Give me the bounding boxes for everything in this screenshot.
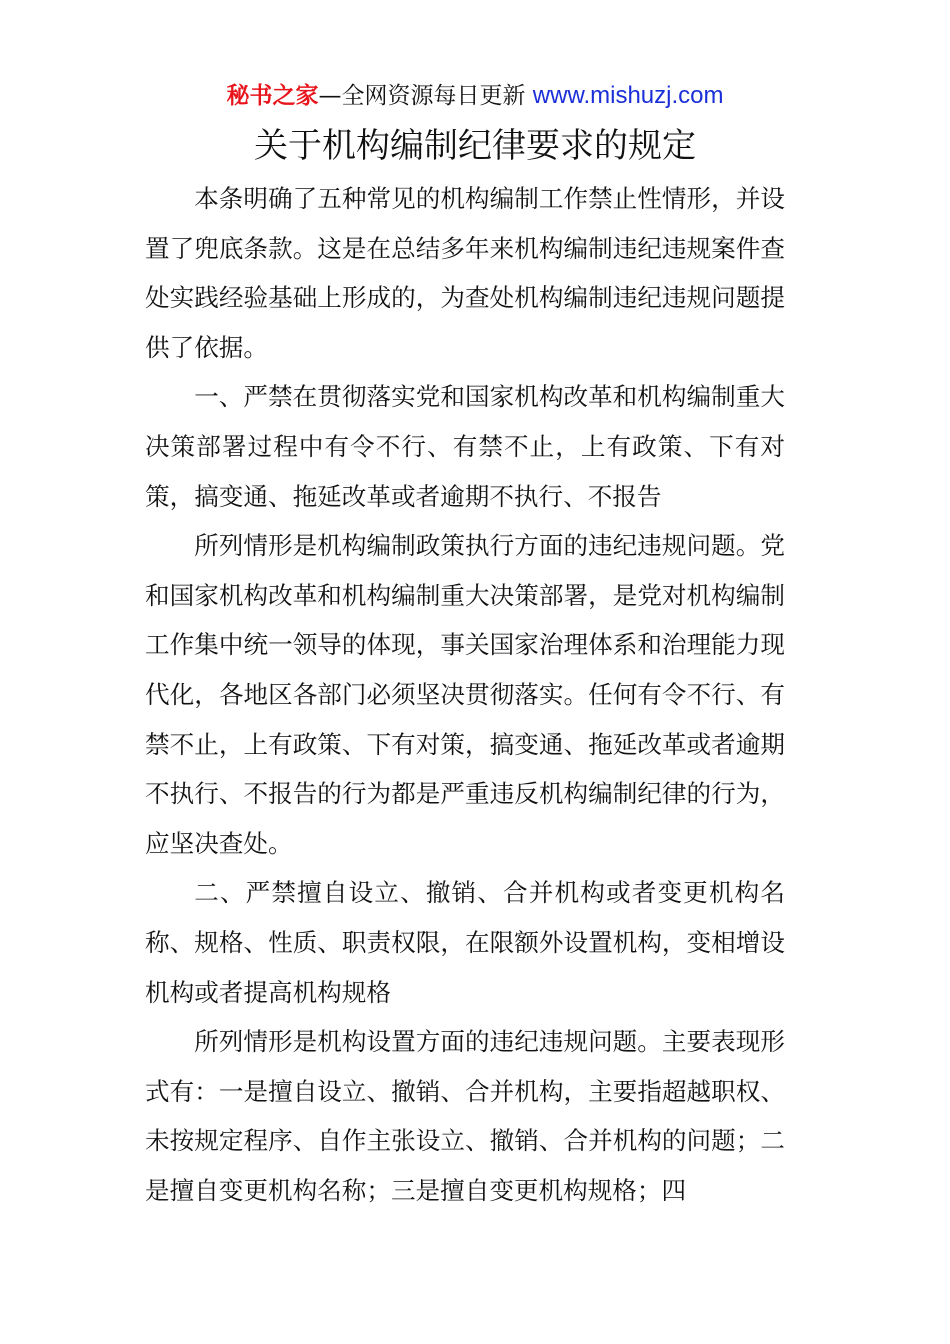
paragraph-heading-1: 一、严禁在贯彻落实党和国家机构改革和机构编制重大决策部署过程中有令不行、有禁不止，上有政策、下有对策，搞变通、拖延改革或者逾期不执行、不报告 [145,382,785,511]
site-tagline: —全网资源每日更新 [318,83,533,109]
document-title: 关于机构编制纪律要求的规定 [254,126,696,166]
site-url-link[interactable]: www.mishuzj.com [532,82,724,109]
paragraph-explanation-2: 所列情形是机构设置方面的违纪违规问题。主要表现形式有：一是擅自设立、撤销、合并机构，主要指超越职权、未按规定程序、自作主张设立、撤销、合并机构的问题；二是擅自变更机构名称；三是擅自变更机构规格；四 [145,1027,785,1205]
paragraph-explanation-1: 所列情形是机构编制政策执行方面的违纪违规问题。党和国家机构改革和机构编制重大决策部署，是党对机构编制工作集中统一领导的体现，事关国家治理体系和治理能力现代化，各地区各部门必须坚决贯彻落实。任何有令不行、有禁不止，上有政策、下有对策，搞变通、拖延改革或者逾期不执行、不报告的行为都是严重违反机构编制纪律的行为，应坚决查处。 [145,531,785,858]
paragraph-heading-2: 二、严禁擅自设立、撤销、合并机构或者变更机构名称、规格、性质、职责权限，在限额外设置机构，变相增设机构或者提高机构规格 [145,878,785,1007]
document-body [145,174,785,1215]
paragraph-intro: 本条明确了五种常见的机构编制工作禁止性情形，并设置了兜底条款。这是在总结多年来机构编制违纪违规案件查处实践经验基础上形成的，为查处机构编制违纪违规问题提供了依据。 [145,184,785,362]
site-header [0,80,950,112]
site-brand: 秘书之家 [226,83,319,109]
